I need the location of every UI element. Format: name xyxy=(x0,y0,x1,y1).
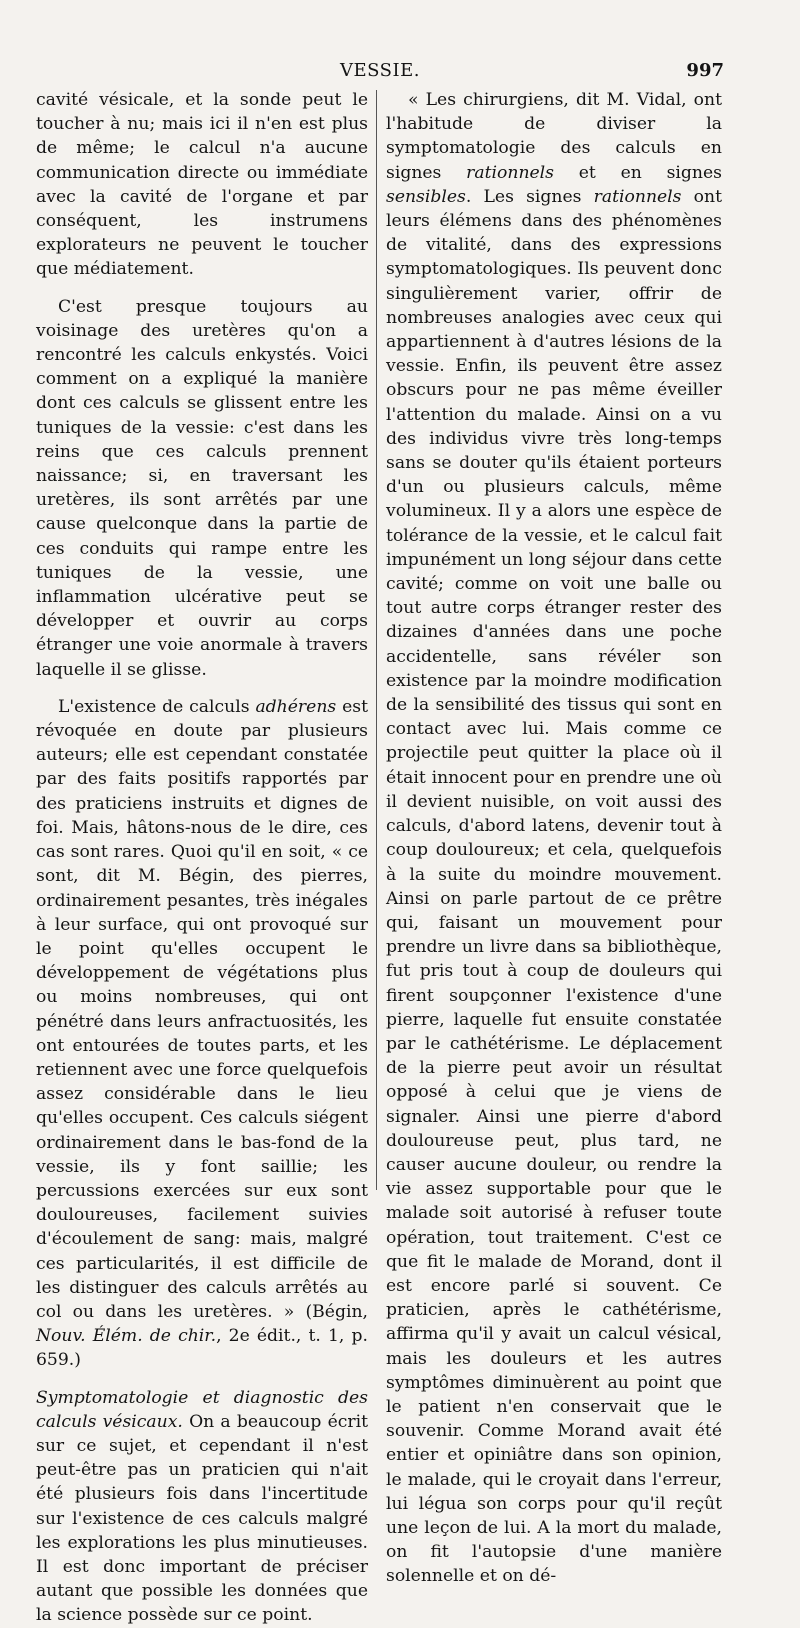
page-number: 997 xyxy=(686,60,724,81)
text-run: . Les signes xyxy=(465,186,594,207)
right-column xyxy=(386,88,722,1589)
paragraph xyxy=(36,695,368,1373)
text-run: et en signes xyxy=(554,162,722,183)
italic-term: adhérens xyxy=(255,696,337,717)
paragraph xyxy=(36,1386,368,1628)
italic-citation: Nouv. Élém. de chir. xyxy=(36,1326,217,1347)
left-column xyxy=(36,88,368,1628)
paragraph: cavité vésicale, et la sonde peut le toucher à nu; mais ici il n'en est plus de même; le calcul n'a aucune communication directe ou immédiate avec la cavité de l'organe et par conséquent, les instrumens explorateurs ne peuvent le toucher que médiatement. xyxy=(36,90,368,280)
column-divider xyxy=(376,90,377,1190)
section-heading: Symptomatologie et diagnostic des calculs vésicaux. xyxy=(36,1387,368,1432)
page-header xyxy=(36,60,724,86)
italic-term: rationnels xyxy=(593,186,682,207)
text-run: « Les chirurgiens, dit M. Vidal, ont l'habitude de diviser la symptomatologie des calculs en signes xyxy=(386,90,722,183)
italic-term: sensibles xyxy=(386,186,466,207)
italic-term: rationnels xyxy=(466,162,554,183)
text-run: est révoquée en doute par plusieurs auteurs; elle est cependant constatée par des faits positifs rapportés par des praticiens instruits et dignes de foi. Mais, hâtons-nous de le dire, ces cas sont rares. Quoi qu'il en soit, « ce sont, dit M. Bégin, des pierres, ordinairement pesantes, très inégales à leur surface, qui ont provoqué sur le point qu'elles occupent le développement de végétations plus ou moins nombreuses, qui ont pénétré dans leurs anfractuosités, les ont entourées de toutes parts, et les retiennent avec une force quelquefois assez considérable dans le lieu qu'elles occupent. Ces calculs siégent ordinairement dans le bas-fond de la vessie, ils y font saillie; les percussions exercées sur eux sont douloureuses, facilement suivies d'écoulement de sang: mais, malgré ces particularités, il est difficile de les distinguer des calculs arrêtés au col ou dans les uretères. » (Bégin, xyxy=(36,696,368,1322)
paragraph: C'est presque toujours au voisinage des uretères qu'on a rencontré les calculs enkystés. Voici comment on a expliqué la manière dont ces calculs se glissent entre les tuniques de la vessie: c'est dans les reins que ces calculs prennent naissance; si, en traversant les uretères, ils sont arrêtés par une cause quelconque dans la partie de ces conduits qui rampe entre les tuniques de la vessie, une inflammation ulcérative peut se développer et ouvrir au corps étranger une voie anormale à travers laquelle il se glisse. xyxy=(36,296,368,680)
text-run: On a beaucoup écrit sur ce sujet, et cependant il n'est peut-être pas un praticien qui n'ait été plusieurs fois dans l'incertitude sur l'existence de ces calculs malgré les explorations les plus minutieuses. Il est donc important de préciser autant que possible les données que la science possède sur ce point. xyxy=(36,1411,368,1626)
text-run: L'existence de calculs xyxy=(58,696,256,717)
text-run: , 2e édit., t. 1, p. 659.) xyxy=(36,1326,368,1371)
text-run: ont leurs élémens dans des phénomènes de vitalité, dans des expressions symptomatologiques. Ils peuvent donc singulièrement varier, offrir de nombreuses analogies avec ceux qui appartiennent à d'autres lésions de la vessie. Enfin, ils peuvent être assez obscurs pour ne pas même éveiller l'attention du malade. Ainsi on a vu des individus vivre très long-temps sans se douter qu'ils étaient porteurs d'un ou plusieurs calculs, même volumineux. Il y a alors une espèce de tolérance de la vessie, et le calcul fait impunément un long séjour dans cette cavité; comme on voit une balle ou tout autre corps étranger rester des dizaines d'années dans une poche accidentelle, sans révéler son existence par la moindre modification de la sensibilité des tissus qui sont en contact avec lui. Mais comme ce projectile peut quitter la place où il était innocent pour en prendre une où il devient nuisible, on voit aussi des calculs, d'abord latens, devenir tout à coup douloureux; et cela, quelquefois à la suite du moindre mouvement. Ainsi on parle partout de ce prêtre qui, faisant un mouvement pour prendre un livre dans sa bibliothèque, fut pris tout à coup de douleurs qui firent soupçonner l'existence d'une pierre, laquelle fut ensuite constatée par le cathétérisme. Le déplacement de la pierre peut avoir un résultat opposé à celui que je viens de signaler. Ainsi une pierre d'abord douloureuse peut, plus tard, ne causer aucune douleur, ou rendre la vie assez supportable pour que le malade soit autorisé à refuser toute opération, tout traitement. C'est ce que fit le malade de Morand, dont il est encore parlé si souvent. Ce praticien, après le cathétérisme, affirma qu'il y avait un calcul vésical, mais les douleurs et les autres symptômes diminuèrent au point que le patient n'en conservait que le souvenir. Comme Morand avait été entier et opiniâtre dans son opinion, le malade, qui le croyait dans l'erreur, lui légua son corps pour qu'il reçût une leçon de lui. A la mort du malade, on fit l'autopsie d'une manière solennelle et on dé- xyxy=(386,186,722,1587)
running-title: VESSIE. xyxy=(340,60,420,81)
paragraph xyxy=(386,88,722,1589)
